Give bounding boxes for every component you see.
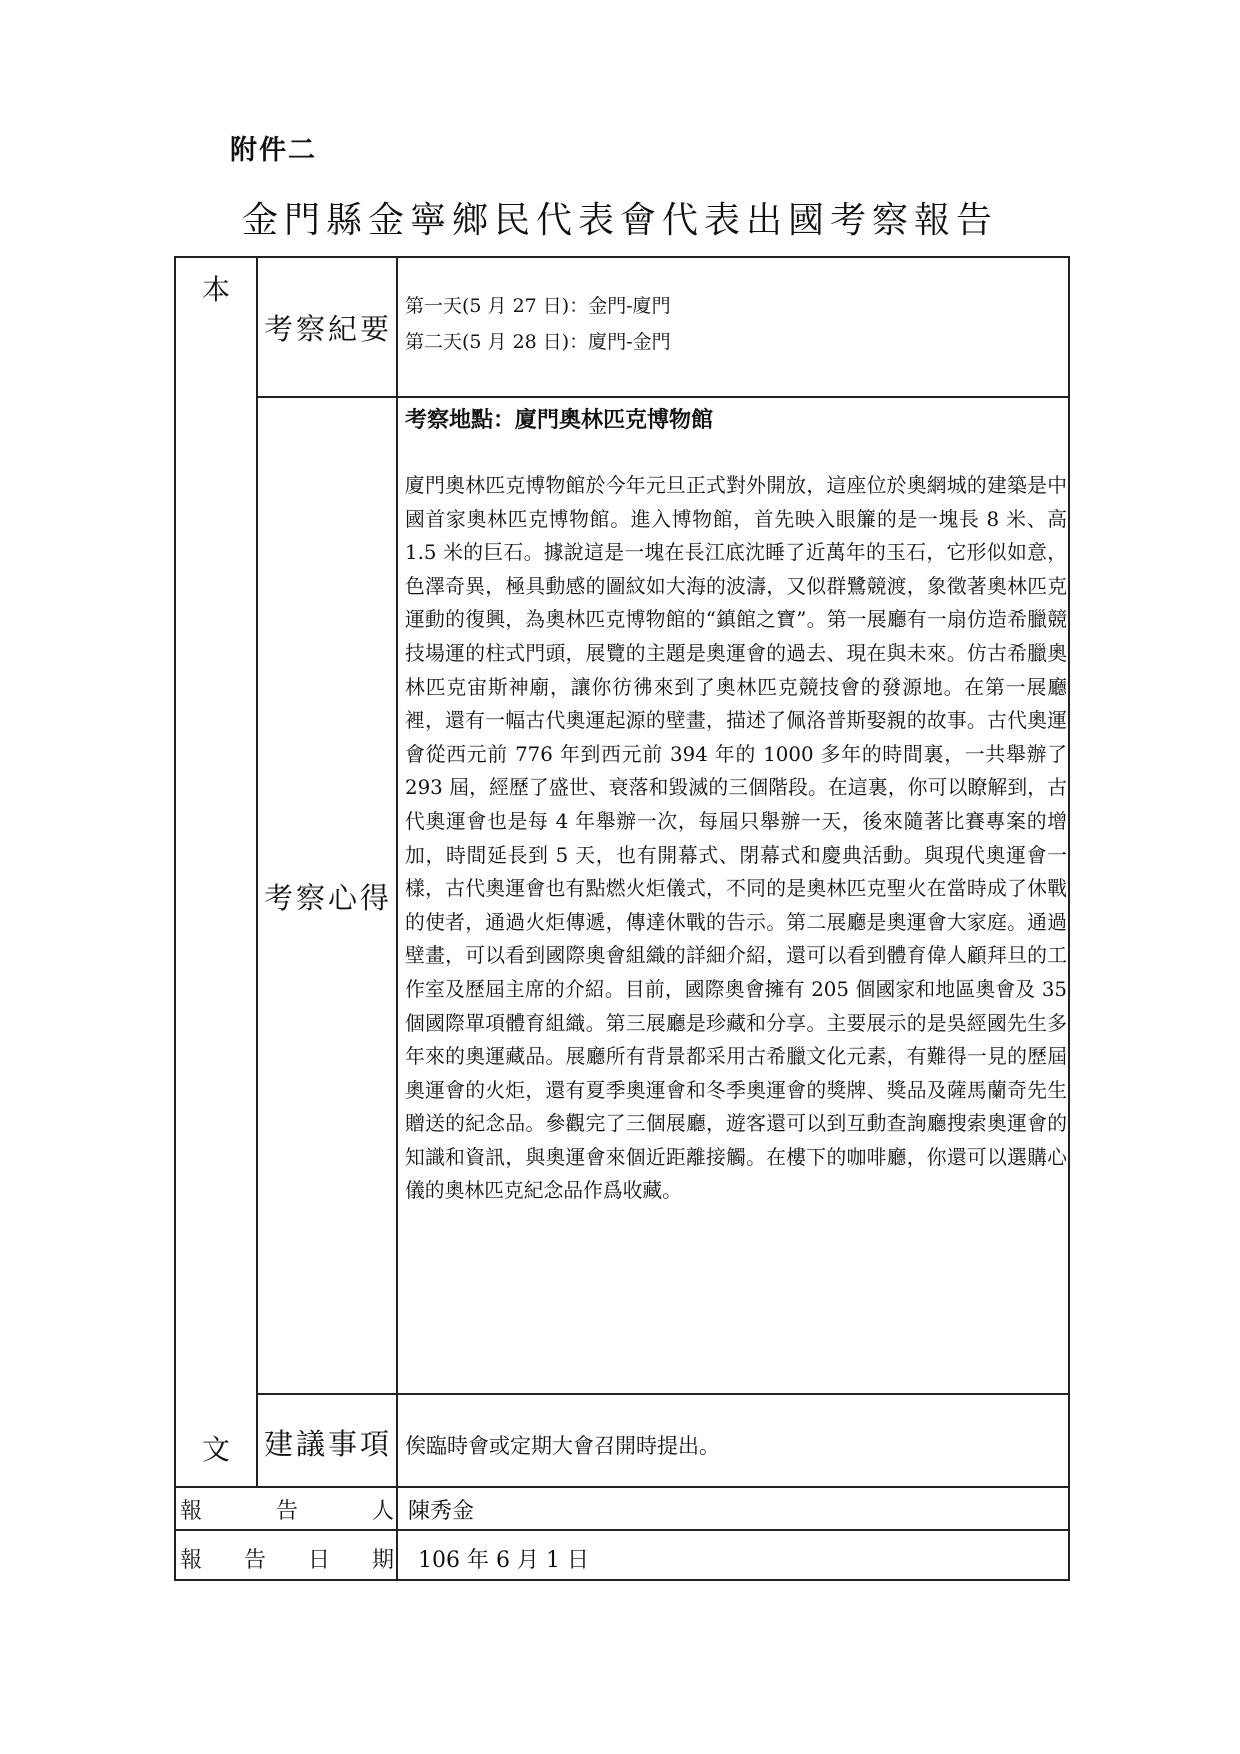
table-divider: [396, 256, 398, 1581]
report-date-label-char: 報: [180, 1548, 203, 1573]
itinerary-label: 考察紀要: [263, 312, 392, 346]
reporter-name: 陳秀金: [408, 1499, 475, 1524]
table-divider: [174, 1486, 1070, 1488]
table-divider: [256, 1393, 1070, 1395]
reporter-label-char: 告: [276, 1499, 299, 1524]
experience-body: 廈門奧林匹克博物館於今年元旦正式對外開放，這座位於奧網城的建築是中國首家奧林匹克博物館。進入博物館，首先映入眼簾的是一塊長 8 米、高 1.5 米的巨石。據說這是一塊在長江底沈睡了近萬年的玉石，它形似如意，色澤奇異，極具動感的圖紋如大海的波濤，又似群鷺競渡，象徵著奧林匹克運動的復興，為奧林匹克博物館的“鎮館之寶”。第一展廳有一扇仿造希臘競技場運的柱式門頭，展覽的主題是奧運會的過去、現在與未來。仿古希臘奧林匹克宙斯神廟，讓你彷彿來到了奧林匹克競技會的發源地。在第一展廳裡，還有一幅古代奧運起源的壁畫，描述了佩洛普斯娶親的故事。古代奧運會從西元前 776 年到西元前 394 年的 1000 多年的時間裏，一共舉辦了 293 屆，經歷了盛世、衰落和毀滅的三個階段。在這裏，你可以瞭解到，古代奧運會也是每 4 年舉辦一次，每屆只舉辦一天，後來隨著比賽專案的增加，時間延長到 5 天，也有開幕式、閉幕式和慶典活動。與現代奧運會一樣，古代奧運會也有點燃火炬儀式，不同的是奧林匹克聖火在當時成了休戰的使者，通過火炬傳遞，傳達休戰的告示。第二展廳是奧運會大家庭。通過壁畫，可以看到國際奧會組織的詳細介紹，還可以看到體育偉人顧拜旦的工作室及歷屆主席的介紹。目前，國際奧會擁有 205 個國家和地區奧會及 35 個國際單項體育組織。第三展廳是珍藏和分享。主要展示的是吳經國先生多年來的奧運藏品。展廳所有背景都采用古希臘文化元素，有難得一見的歷屆奧運會的火炬，還有夏季奧運會和冬季奧運會的獎牌、獎品及薩馬蘭奇先生贈送的紀念品。參觀完了三個展廳，遊客還可以到互動查詢廳搜索奧運會的知識和資訊，與奧運會來個近距離接觸。在樓下的咖啡廳，你還可以選購心儀的奧林匹克紀念品作爲收藏。: [405, 474, 1067, 1203]
reporter-label-char: 人: [372, 1499, 395, 1524]
visit-location: 考察地點：廈門奧林匹克博物館: [405, 408, 714, 433]
report-date-label-char: 告: [244, 1548, 267, 1573]
report-title: 金門縣金寧鄉民代表會代表出國考察報告: [241, 200, 998, 241]
side-char-top: 本: [201, 273, 230, 306]
itinerary-day2: 第二天(5 月 28 日)：廈門-金門: [405, 331, 671, 353]
experience-label: 考察心得: [263, 881, 392, 915]
suggestion-label: 建議事項: [263, 1427, 392, 1461]
attachment-label: 附件二: [230, 135, 317, 166]
reporter-label-char: 報: [180, 1499, 203, 1524]
table-divider: [174, 1529, 1070, 1531]
report-date-label-char: 日: [308, 1548, 331, 1573]
table-divider: [256, 256, 258, 1487]
suggestion-text: 俟臨時會或定期大會召開時提出。: [405, 1434, 720, 1458]
report-date-value: 106 年 6 月 1 日: [418, 1548, 589, 1573]
table-divider: [256, 396, 1070, 398]
report-date-label-char: 期: [372, 1548, 395, 1573]
itinerary-day1: 第一天(5 月 27 日)：金門-廈門: [405, 295, 671, 317]
side-char-bottom: 文: [201, 1433, 230, 1466]
